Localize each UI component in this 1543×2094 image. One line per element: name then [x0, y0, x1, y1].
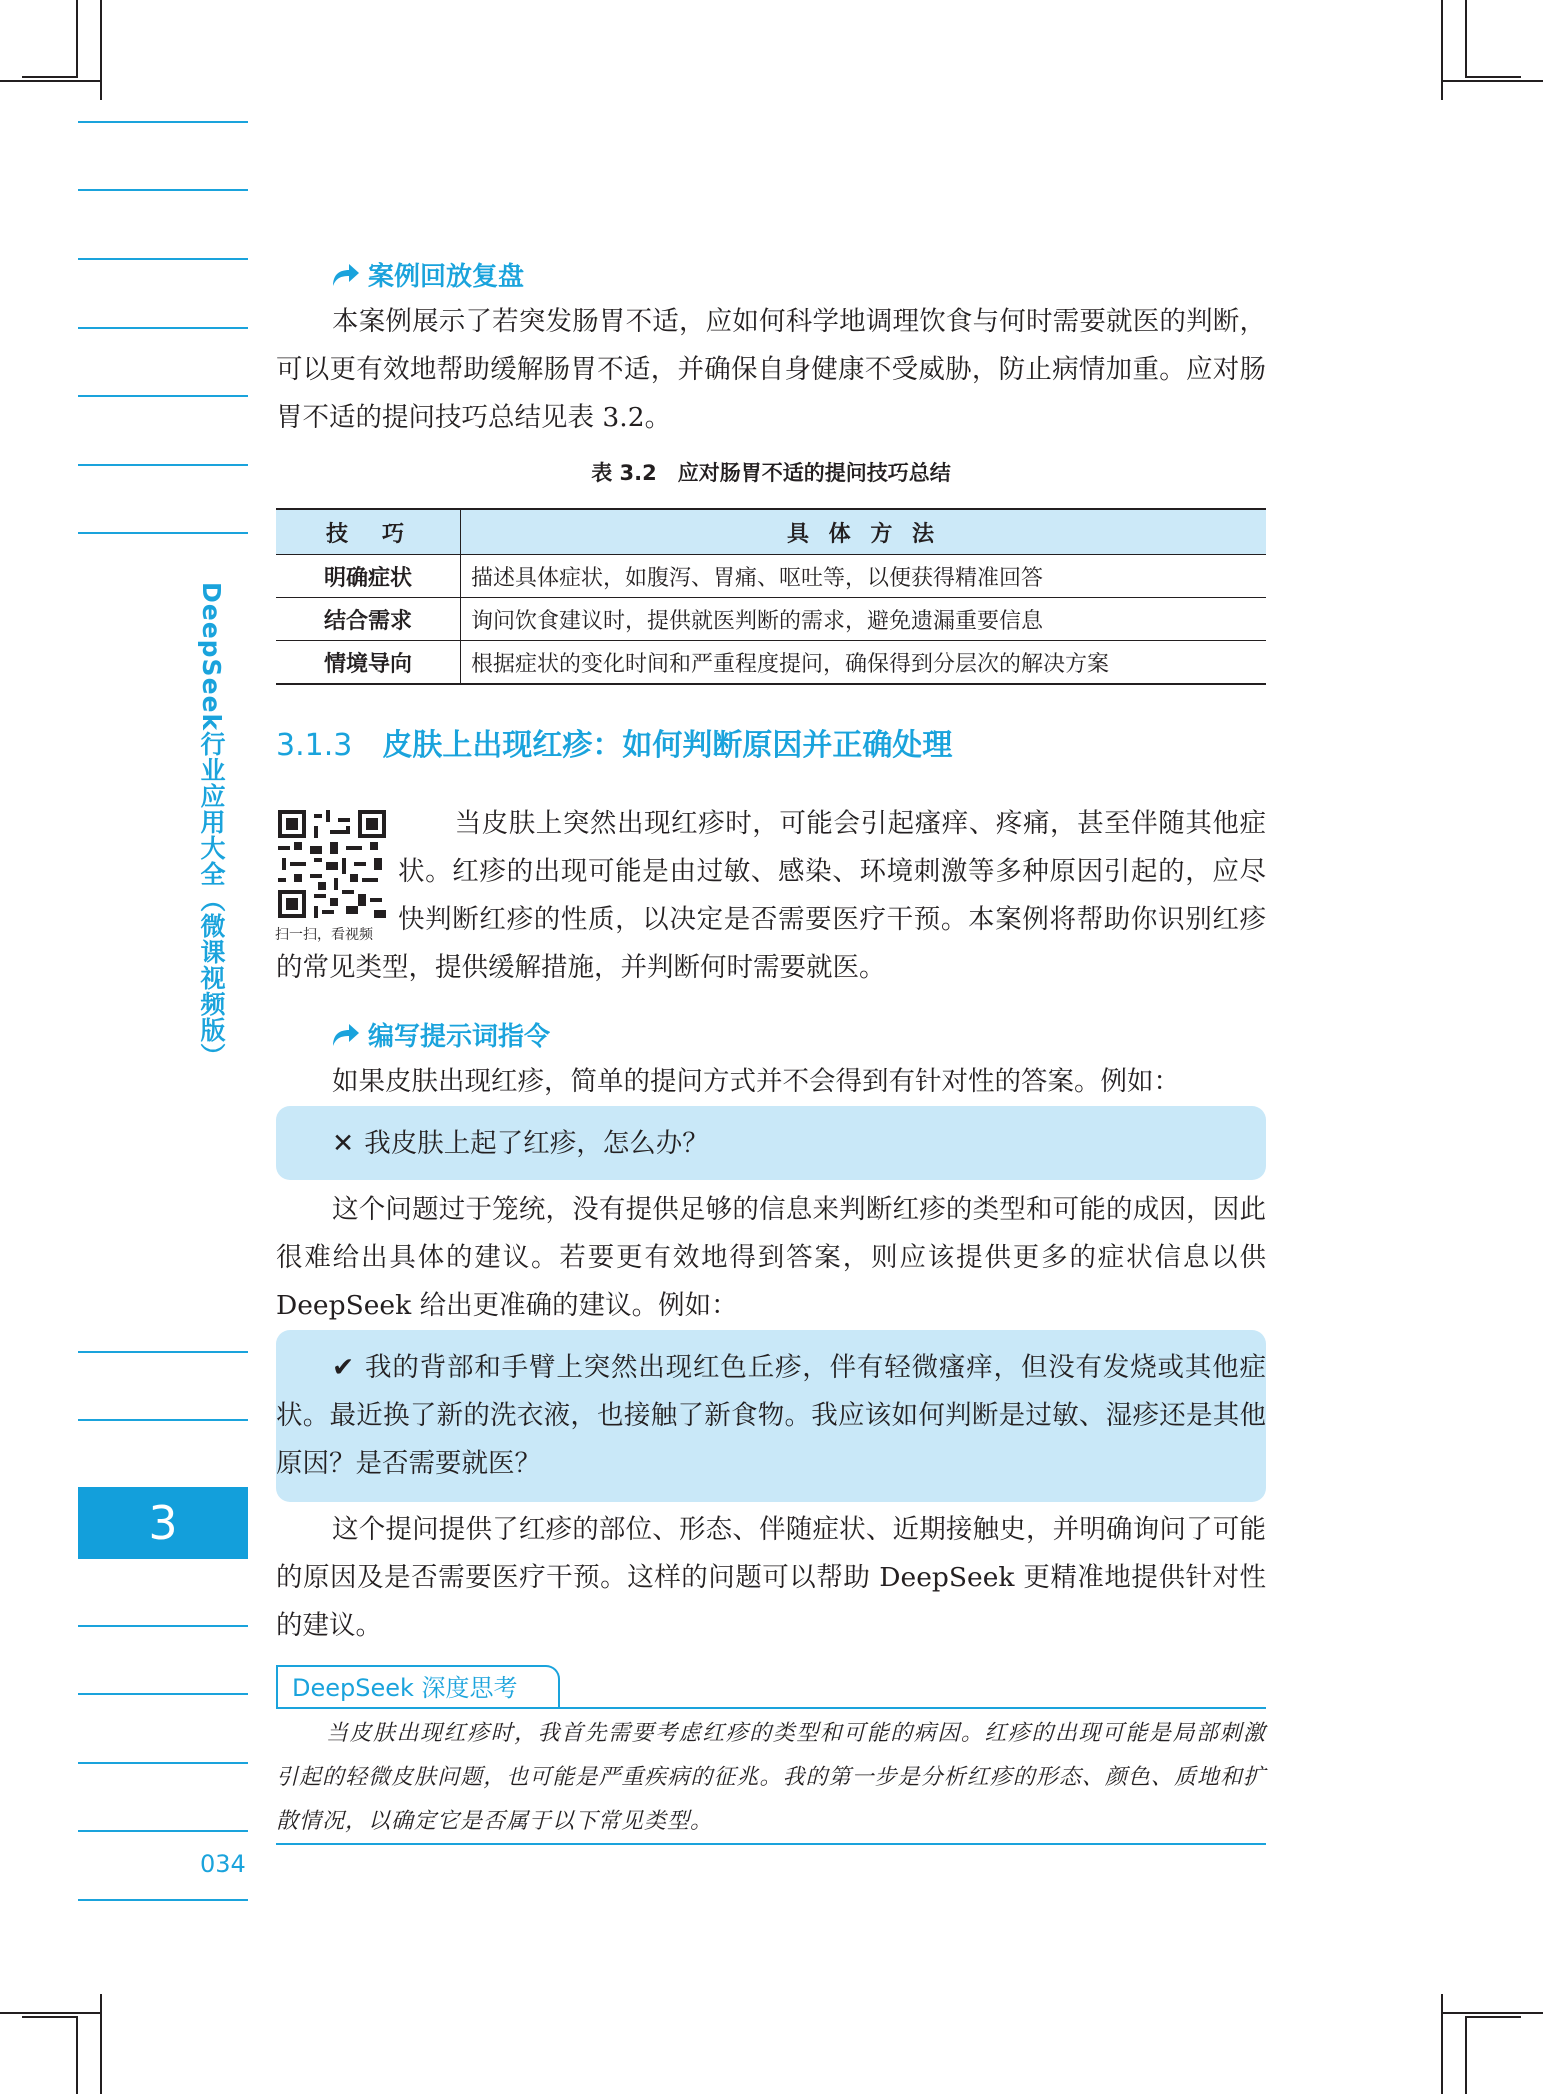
arrow-share-icon	[330, 262, 360, 288]
crop-mark	[100, 0, 102, 100]
sidebar-rule	[78, 464, 248, 466]
thinking-bottom-rule	[276, 1843, 1266, 1845]
sidebar-rule	[78, 1830, 248, 1832]
sidebar-rule	[78, 532, 248, 534]
sidebar-rule	[78, 258, 248, 260]
crop-mark	[1441, 0, 1443, 100]
sidebar-rule	[78, 1419, 248, 1421]
crop-mark	[0, 2012, 100, 2014]
section-title: 皮肤上出现红疹：如何判断原因并正确处理	[382, 728, 953, 763]
tips-table	[276, 508, 1266, 685]
sidebar-rule	[78, 1351, 248, 1353]
arrow-share-icon	[330, 1022, 360, 1048]
prompt-heading	[330, 1016, 550, 1053]
bad-example-text: 我皮肤上起了红疹，怎么办？	[364, 1128, 709, 1159]
crop-mark	[22, 76, 78, 78]
review-paragraph: 本案例展示了若突发肠胃不适，应如何科学地调理饮食与何时需要就医的判断，可以更有效地帮助缓解肠胃不适，并确保自身健康不受威胁，防止病情加重。应对肠胃不适的提问技巧总结见表 3.2。	[276, 306, 1266, 433]
table-cell: 结合需求	[276, 598, 461, 641]
book-title-vertical: DeepSeek行业应用大全（微课视频版）	[197, 582, 226, 1070]
crop-mark	[1443, 80, 1543, 82]
section-intro	[276, 800, 1266, 992]
sidebar-rule	[78, 1899, 248, 1901]
crop-mark	[1441, 1994, 1443, 2094]
conclusion-paragraph: 这个提问提供了红疹的部位、形态、伴随症状、近期接触史，并明确询问了可能的原因及是否需要医疗干预。这样的问题可以帮助 DeepSeek 更精准地提供针对性的建议。	[276, 1514, 1266, 1641]
table-cell: 明确症状	[276, 555, 461, 598]
sidebar-rule	[78, 1625, 248, 1627]
page-number: 034	[200, 1850, 246, 1878]
chapter-number-block: 3	[78, 1487, 248, 1559]
table-row	[276, 555, 1266, 598]
crop-mark	[1465, 2016, 1467, 2094]
crop-mark	[0, 80, 100, 82]
table-cell: 根据症状的变化时间和严重程度提问，确保得到分层次的解决方案	[461, 641, 1267, 685]
explain-paragraph: 这个问题过于笼统，没有提供足够的信息来判断红疹的类型和可能的成因，因此很难给出具体的建议。若要更有效地得到答案，则应该提供更多的症状信息以供 DeepSeek 给出更准确的建议。例如：	[276, 1194, 1266, 1321]
cross-icon: ✕	[332, 1128, 355, 1159]
section-heading	[276, 720, 952, 764]
review-heading	[330, 256, 524, 293]
thinking-top-rule	[276, 1707, 1266, 1709]
section-number: 3.1.3	[276, 728, 353, 763]
crop-mark	[1465, 76, 1521, 78]
sidebar-rule	[78, 327, 248, 329]
table-cell: 描述具体症状，如腹泻、胃痛、呕吐等，以便获得精准回答	[461, 555, 1267, 598]
good-example	[276, 1330, 1266, 1488]
prompt-lead: 如果皮肤出现红疹，简单的提问方式并不会得到有针对性的答案。例如：	[332, 1066, 1180, 1097]
qr-caption: 扫一扫，看视频	[275, 927, 373, 943]
good-example-bubble	[276, 1330, 1266, 1502]
qr-spacer	[276, 800, 398, 944]
table-cell: 询问饮食建议时，提供就医判断的需求，避免遗漏重要信息	[461, 598, 1267, 641]
table-row	[276, 598, 1266, 641]
deep-thinking-text: 当皮肤出现红疹时，我首先需要考虑红疹的类型和可能的病因。红疹的出现可能是局部刺激引起的轻微皮肤问题，也可能是严重疾病的征兆。我的第一步是分析红疹的形态、颜色、质地和扩散情况，以确定它是否属于以下常见类型。	[276, 1721, 1266, 1834]
crop-mark	[22, 2016, 78, 2018]
bad-example	[276, 1106, 1266, 1168]
table-header-row	[276, 509, 1266, 555]
deep-thinking-tab: DeepSeek 深度思考	[276, 1665, 560, 1707]
crop-mark	[1443, 2012, 1543, 2014]
table-caption: 表 3.2 应对肠胃不适的提问技巧总结	[591, 461, 951, 485]
sidebar-rule	[78, 1693, 248, 1695]
crop-mark	[1465, 2016, 1521, 2018]
bad-example-bubble	[276, 1106, 1266, 1180]
crop-mark	[76, 0, 78, 78]
crop-mark	[1465, 0, 1467, 78]
review-heading-label: 案例回放复盘	[368, 262, 525, 292]
table-cell: 情境导向	[276, 641, 461, 685]
sidebar-rule	[78, 1762, 248, 1764]
good-example-text: 我的背部和手臂上突然出现红色丘疹，伴有轻微瘙痒，但没有发烧或其他症状。最近换了新的洗衣液，也接触了新食物。我应该如何判断是过敏、湿疹还是其他原因？是否需要就医？	[276, 1352, 1266, 1479]
prompt-heading-label: 编写提示词指令	[368, 1022, 551, 1052]
table-row	[276, 641, 1266, 685]
table-header-cell: 技 巧	[276, 509, 461, 555]
crop-mark	[100, 1994, 102, 2094]
sidebar-rule	[78, 189, 248, 191]
check-icon: ✔	[332, 1352, 355, 1383]
crop-mark	[76, 2016, 78, 2094]
table-header-cell: 具 体 方 法	[461, 509, 1267, 555]
sidebar-rule	[78, 395, 248, 397]
sidebar-rule	[78, 121, 248, 123]
section-intro-text: 当皮肤上突然出现红疹时，可能会引起瘙痒、疼痛，甚至伴随其他症状。红疹的出现可能是由过敏、感染、环境刺激等多种原因引起的，应尽快判断红疹的性质，以决定是否需要医疗干预。本案例将帮助你识别红疹的常见类型，提供缓解措施，并判断何时需要就医。	[276, 808, 1266, 983]
